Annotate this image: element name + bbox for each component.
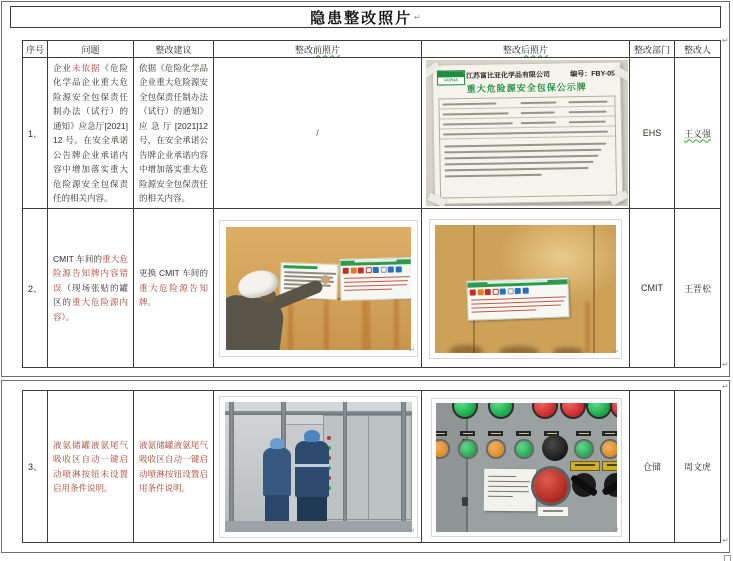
suggestion-text: 更换 CMIT 车间的重大危险源告知牌。 (139, 268, 208, 308)
worker-hand (321, 275, 330, 284)
suggestion-cell (134, 391, 214, 542)
cabinet-door-seam (368, 416, 369, 519)
hazard-icon (500, 288, 506, 294)
photo-before-cell (214, 58, 422, 209)
sign-cell (440, 122, 518, 125)
problem-cell (48, 391, 134, 542)
header-text: 整改 (294, 44, 313, 55)
person-cell: 周文虎 (683, 462, 711, 472)
photo-before-workers-cabinet (219, 396, 418, 538)
rectification-table-continued (22, 390, 721, 543)
hazard-icon (477, 289, 483, 295)
green-indicator-light (488, 403, 514, 419)
old-sign-right (339, 257, 411, 301)
photo-content (435, 225, 616, 353)
problem-text: CMIT 车间的重大危险源告知牌内容错误（现场张贴的罐区的重大危险源内容）。 (53, 253, 128, 322)
sign-header-text-bar (487, 280, 547, 284)
rust-streak (585, 302, 590, 353)
text-line-bar (569, 100, 608, 103)
wall-stain (499, 346, 539, 353)
text-line-bar (445, 167, 589, 172)
sign-cell (517, 111, 566, 114)
sign-cell (440, 130, 615, 135)
green-push-button (516, 441, 532, 457)
serial-cell: 3、 (23, 391, 48, 542)
photo-after-control-panel (431, 398, 622, 537)
ground (225, 521, 412, 532)
suggestion-text: 液氨储罐液氨尾气吸收区自动一键启动喷淋按钮设置启用条件说明。 (139, 439, 208, 493)
text-line-bar (445, 161, 594, 166)
person-cell (675, 58, 720, 209)
button-label-plate (516, 431, 531, 436)
photo-content (436, 403, 617, 532)
green-indicator-light (586, 403, 612, 419)
text-line-bar (520, 101, 556, 104)
column-header-department: 整改部门 (630, 41, 675, 58)
orange-push-button (602, 441, 617, 457)
text-line-bar (443, 130, 608, 135)
panel-door (436, 403, 468, 532)
emergency-stop-label (537, 506, 569, 517)
red-indicator (327, 436, 331, 440)
sign-board-title: 重大危险源安全包保公示牌 (466, 81, 587, 95)
text-line-bar (444, 143, 606, 148)
yellow-label-plate (602, 461, 617, 471)
green-push-button (460, 441, 476, 457)
sign-cell (566, 120, 615, 123)
photo-before-cell (214, 209, 422, 367)
header-text-underlined: 前照片 (313, 44, 341, 55)
worker-body (263, 448, 291, 496)
paragraph-mark: ↵ (414, 12, 421, 22)
text-line-bar (520, 111, 554, 114)
sign-header-bar (283, 265, 317, 269)
paragraph-mark: ↵ (613, 349, 619, 356)
worker-body (295, 441, 329, 497)
photo-after-safety-board (426, 60, 628, 206)
black-selector-knob (542, 435, 568, 461)
hazard-icon (507, 288, 513, 294)
text-line-bar (445, 174, 542, 178)
scaffold-pole (401, 402, 406, 532)
column-header-photo-after (422, 41, 630, 58)
hazard-icon (388, 267, 394, 273)
suggestion-cell (134, 58, 214, 209)
text-line-bar (488, 475, 516, 477)
hazard-icon (358, 267, 364, 273)
button-label-plate (576, 431, 591, 436)
paragraph-mark: ↵ (722, 382, 729, 391)
paragraph-mark: ↵ (409, 347, 415, 354)
hazard-icon (350, 268, 356, 274)
yellow-label-plate (570, 461, 600, 471)
red-indicator-light (532, 403, 558, 419)
department-cell: 仓储 (630, 391, 675, 542)
hazard-icon (365, 267, 371, 273)
problem-text: 液氨储罐液氨尾气吸收区自动一键启动喷淋按钮未设置启用条件说明。 (53, 439, 128, 493)
red-indicator-light (610, 403, 617, 419)
button-label-plate (436, 431, 447, 436)
photo-after-cell (422, 209, 630, 367)
suggestion-text: 依据《危险化学品企业重大危险源安全包保责任制办法（试行）的通知》应急厅[2021]12 号，在安全承诺公告牌企业承诺内容中增加落实重大危险源安全包保责任的相关内容。 (139, 62, 208, 203)
hazard-icon (395, 266, 401, 272)
sign-list-area (440, 136, 616, 183)
photo-after-cell (422, 58, 630, 209)
red-text-line (344, 284, 407, 287)
hazard-icon (485, 289, 491, 295)
text-line-bar (488, 495, 513, 497)
sign-cell (566, 100, 615, 103)
hazard-icon (470, 289, 476, 295)
sign-content-table (438, 95, 617, 198)
blue-hard-hat (270, 438, 284, 449)
text-line-bar (569, 110, 607, 113)
person-cell: 王晋松 (683, 283, 711, 294)
blue-hard-hat (304, 430, 320, 442)
button-label-plate (460, 431, 475, 436)
header-text: 整改 (502, 44, 521, 55)
red-text-line (471, 304, 561, 309)
sign-cell (440, 112, 518, 115)
sign-cell (439, 102, 517, 105)
person-name: 王义强 (683, 128, 711, 139)
logo-text: FCPUA (444, 77, 458, 83)
problem-cell (48, 58, 134, 209)
problem-text: 企业未依据《危险化学品企业重大危险源安全包保责任制办法（试行）的通知》应急厅[2021]12 号。在安全承诺公告牌企业承诺内容中增加落实重大危险源安全包保责任的相关内容。 (53, 62, 128, 203)
sign-cell (518, 121, 567, 124)
reflective-stripe (295, 464, 329, 467)
text-line-bar (443, 122, 513, 125)
hazard-icon (515, 288, 521, 294)
text-line-bar (443, 112, 509, 115)
rectification-table (22, 40, 721, 368)
hazard-icon (522, 288, 528, 294)
hazard-icon-row (341, 264, 411, 275)
text-line-bar (488, 485, 528, 487)
text-line-bar (569, 120, 606, 123)
photo-content (225, 402, 412, 532)
header-text-underlined: 后照片 (521, 44, 549, 55)
paragraph-mark: ↵ (722, 536, 729, 545)
wall-stain (553, 347, 583, 353)
text-line-bar (488, 490, 529, 492)
suggestion-cell (134, 209, 214, 367)
emergency-stop-button (534, 469, 568, 503)
serial-cell: 1、 (23, 58, 48, 209)
safety-board-sign (432, 61, 623, 204)
page-title: 隐患整改照片 (310, 9, 413, 27)
problem-cell (48, 209, 134, 367)
serial-cell: 2、 (23, 209, 48, 367)
button-label-plate (602, 431, 617, 436)
sign-number: 编号：FBY-05 (570, 70, 616, 79)
text-line-bar (442, 102, 496, 105)
wall-stain (449, 345, 483, 353)
scaffold-pole (343, 402, 347, 532)
plank-seam (593, 225, 595, 353)
column-header-serial: 序号 (23, 41, 48, 58)
text-line-bar (488, 480, 530, 482)
red-text-line (344, 280, 408, 283)
column-header-suggestion: 整改建议 (134, 41, 214, 58)
hazard-icon (492, 289, 498, 295)
text-line-bar (521, 121, 556, 124)
red-text-line (471, 309, 536, 313)
sign-cell (517, 101, 566, 104)
photo-content (226, 227, 411, 350)
sign-company-name: 江苏富比亚化学品有限公司 (465, 71, 551, 81)
hazard-icon (380, 267, 386, 273)
resize-handle (724, 555, 731, 561)
paragraph-mark: ↵ (722, 36, 729, 45)
no-photo-placeholder: / (316, 128, 319, 138)
new-hazard-sign (466, 277, 569, 321)
orange-push-button (488, 441, 504, 457)
paragraph-mark: ↵ (722, 360, 729, 369)
instruction-label-card (484, 469, 536, 512)
paragraph-mark: ↵ (409, 528, 415, 535)
photo-after-cell (422, 391, 630, 542)
photo-before-cell (214, 391, 422, 542)
sign-header-text-bar (355, 259, 397, 262)
hazard-icon (373, 267, 379, 273)
department-cell: EHS (630, 58, 675, 209)
paragraph-mark: ↵ (613, 527, 619, 534)
title-box (10, 6, 721, 28)
department-cell: CMIT (630, 209, 675, 367)
scaffold-pole (229, 402, 234, 532)
red-text-line (344, 276, 410, 279)
text-line-bar (444, 149, 601, 154)
column-header-person: 整改人 (675, 41, 720, 58)
sign-cell (566, 110, 615, 113)
text-line-bar (284, 271, 336, 274)
column-header-problem: 问题 (48, 41, 134, 58)
text-line-bar (444, 155, 598, 160)
red-text-line (344, 288, 392, 291)
photo-after-new-sign (429, 219, 622, 359)
button-label-plate (488, 431, 503, 436)
column-header-photo-before (214, 41, 422, 58)
green-push-button (576, 441, 592, 457)
hazard-icon (343, 268, 349, 274)
red-indicator-light (560, 403, 586, 419)
hinge (462, 497, 468, 506)
photo-before-worker-pointing (219, 220, 418, 357)
electrical-cabinet (323, 415, 412, 520)
